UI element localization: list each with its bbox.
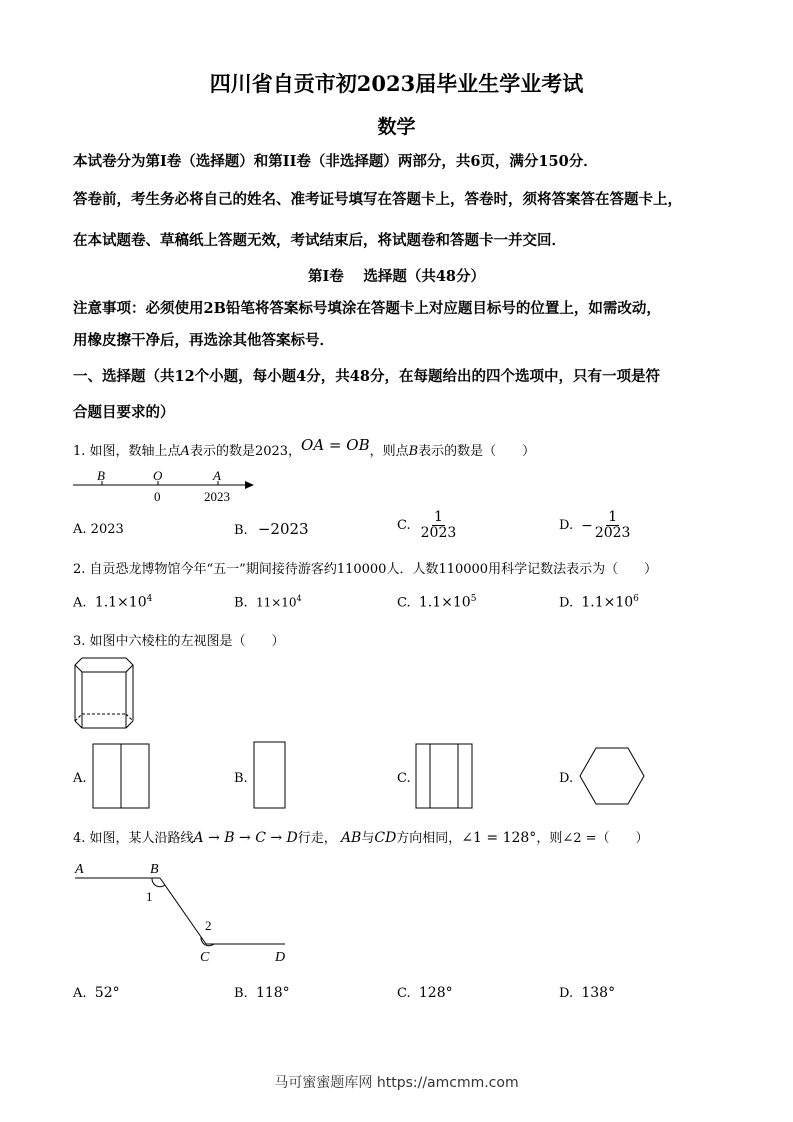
option-label: A. xyxy=(73,522,87,537)
numerator: 1 xyxy=(433,509,443,525)
q1-mid: 表示的数是2023， xyxy=(189,444,302,459)
q2-option-b[interactable] xyxy=(234,594,302,610)
q1-formula: OA = OB xyxy=(301,436,370,454)
intro-line-1: 本试卷分为第I卷（选择题）和第II卷（非选择题）两部分，共6页，满分150分． xyxy=(73,153,598,170)
q3-option-d[interactable] xyxy=(578,745,648,809)
minus-sign: − xyxy=(581,517,593,534)
part1-heading: 第I卷 选择题（共48分） xyxy=(307,268,485,285)
q4-post: ，则∠2 =（ ） xyxy=(536,831,649,846)
q2-option-a[interactable] xyxy=(73,594,152,610)
arrow-head-icon xyxy=(245,481,254,489)
prism-bottom-edge xyxy=(126,721,133,728)
q1-option-b[interactable] xyxy=(234,520,309,538)
q4-option-d[interactable] xyxy=(559,985,615,1001)
option-value: 52° xyxy=(94,985,120,1001)
option-label: D. xyxy=(559,518,574,534)
q1-stem xyxy=(73,436,536,459)
notice-line-1: 注意事项：必须使用2B铅笔将答案标号填涂在答题卡上对应题目标号的位置上，如需改动， xyxy=(73,300,661,317)
section1-line-2: 合题目要求的） xyxy=(73,404,175,421)
exam-title: 四川省自贡市初2023届毕业生学业考试 xyxy=(209,71,584,96)
q3-option-a-label: A. xyxy=(73,771,87,786)
q1-post1: ，则点 xyxy=(369,444,409,459)
footer-watermark: 马可蜜蜜题库网 https://amcmm.com xyxy=(274,1075,519,1091)
hexagonal-prism-figure xyxy=(70,655,140,735)
option-label: D. xyxy=(559,595,574,611)
q3-option-d-label: D. xyxy=(559,771,574,786)
option-value: 128° xyxy=(418,985,453,1001)
option-base: 1.1×10 xyxy=(581,594,634,611)
option-exponent: 4 xyxy=(146,594,153,604)
subject-title: 数学 xyxy=(377,116,416,138)
option-value: 138° xyxy=(581,985,616,1001)
option-b-rectangle xyxy=(254,742,285,808)
intro-line-2: 答卷前，考生务必将自己的姓名、准考证号填写在答题卡上，答卷时，须将答案答在答题卡上， xyxy=(73,191,682,208)
prism-bottom-edge xyxy=(75,721,82,728)
route-figure xyxy=(70,856,300,966)
q3-option-b[interactable] xyxy=(253,741,287,811)
q3-option-c[interactable] xyxy=(415,743,475,811)
q4-cd: CD xyxy=(374,830,397,846)
q4-stem xyxy=(73,827,649,846)
option-label: C. xyxy=(397,595,411,611)
q4-option-b[interactable] xyxy=(234,985,290,1001)
section1-line-1: 一、选择题（共12个小题，每小题4分，共48分，在每题给出的四个选项中，只有一项是符 xyxy=(73,368,660,385)
q4-mid1: 行走， xyxy=(297,831,337,846)
q3-stem: 3. 如图中六棱柱的左视图是（ ） xyxy=(73,634,285,649)
segment-bc xyxy=(160,878,206,944)
option-label: A. xyxy=(73,595,87,611)
option-value: 2023 xyxy=(90,522,124,537)
option-label: C. xyxy=(397,986,411,1001)
q4-pre: 4. 如图，某人沿路线 xyxy=(73,831,194,846)
option-exponent: 4 xyxy=(296,594,302,603)
q1-var-b: B xyxy=(408,444,419,459)
q4-angle: ∠1 = 128° xyxy=(461,830,537,846)
q4-option-c[interactable] xyxy=(397,985,453,1001)
q3-option-b-label: B. xyxy=(234,771,248,786)
q1-option-a[interactable] xyxy=(73,522,124,537)
tick-label-0: 0 xyxy=(154,489,161,504)
q4-ab: AB xyxy=(340,830,362,846)
q2-option-c[interactable] xyxy=(397,594,476,610)
q4-option-a[interactable] xyxy=(73,985,120,1001)
notice-line-2: 用橡皮擦干净后，再选涂其他答案标号． xyxy=(73,332,334,349)
q4-mid2: 与 xyxy=(361,831,375,846)
angle-1-label: 1 xyxy=(146,889,153,904)
angle-2-label: 2 xyxy=(205,918,212,933)
q4-route: A → B → C → D xyxy=(193,830,298,846)
prism-top-face xyxy=(75,658,133,672)
point-d-label: D xyxy=(275,950,286,965)
point-c-label: C xyxy=(200,950,210,965)
fraction xyxy=(595,510,631,542)
label-o: O xyxy=(153,468,163,483)
point-a-label: A xyxy=(75,862,84,877)
intro-line-3: 在本试题卷、草稿纸上答题无效，考试结束后，将试题卷和答题卡一并交回． xyxy=(73,232,566,249)
option-label: C. xyxy=(397,518,411,534)
prism-hidden-edge xyxy=(126,714,133,721)
q3-option-c-label: C. xyxy=(397,771,411,786)
denominator: 2023 xyxy=(420,525,457,542)
q2-stem: 2. 自贡恐龙博物馆今年“五一”期间接待游客约110000人．人数110000用科学记数法表示为（ ） xyxy=(73,562,658,577)
label-a: A xyxy=(213,468,221,483)
q1-pre: 1. 如图，数轴上点 xyxy=(73,444,181,459)
fraction xyxy=(421,510,457,542)
label-b: B xyxy=(97,468,105,483)
number-line-figure xyxy=(70,466,260,506)
option-value: 118° xyxy=(255,985,290,1001)
q1-option-c[interactable] xyxy=(397,510,456,542)
option-label: B. xyxy=(234,986,248,1001)
denominator: 2023 xyxy=(594,525,631,542)
option-base: 11×10 xyxy=(255,595,297,610)
option-value: −2023 xyxy=(257,520,309,538)
option-d-hexagon xyxy=(580,748,644,804)
q3-option-a[interactable] xyxy=(92,743,152,811)
q1-var-a: A xyxy=(180,444,190,459)
point-b-label: B xyxy=(150,862,159,877)
option-label: B. xyxy=(234,595,248,611)
q4-mid3: 方向相同， xyxy=(396,831,462,846)
option-label: D. xyxy=(559,986,574,1001)
option-exponent: 6 xyxy=(633,594,639,604)
tick-label-2023: 2023 xyxy=(204,489,230,504)
numerator: 1 xyxy=(608,509,618,525)
prism-hidden-edge xyxy=(75,714,82,721)
option-base: 1.1×10 xyxy=(94,594,147,611)
option-label: A. xyxy=(73,986,87,1001)
option-base: 1.1×10 xyxy=(418,594,471,611)
q2-option-d[interactable] xyxy=(559,594,639,610)
option-label: B. xyxy=(234,523,248,538)
q1-post2: 表示的数是（ ） xyxy=(418,444,536,459)
option-exponent: 5 xyxy=(470,594,477,604)
q1-option-d[interactable] xyxy=(559,510,630,542)
option-c-rectangle xyxy=(416,744,472,808)
